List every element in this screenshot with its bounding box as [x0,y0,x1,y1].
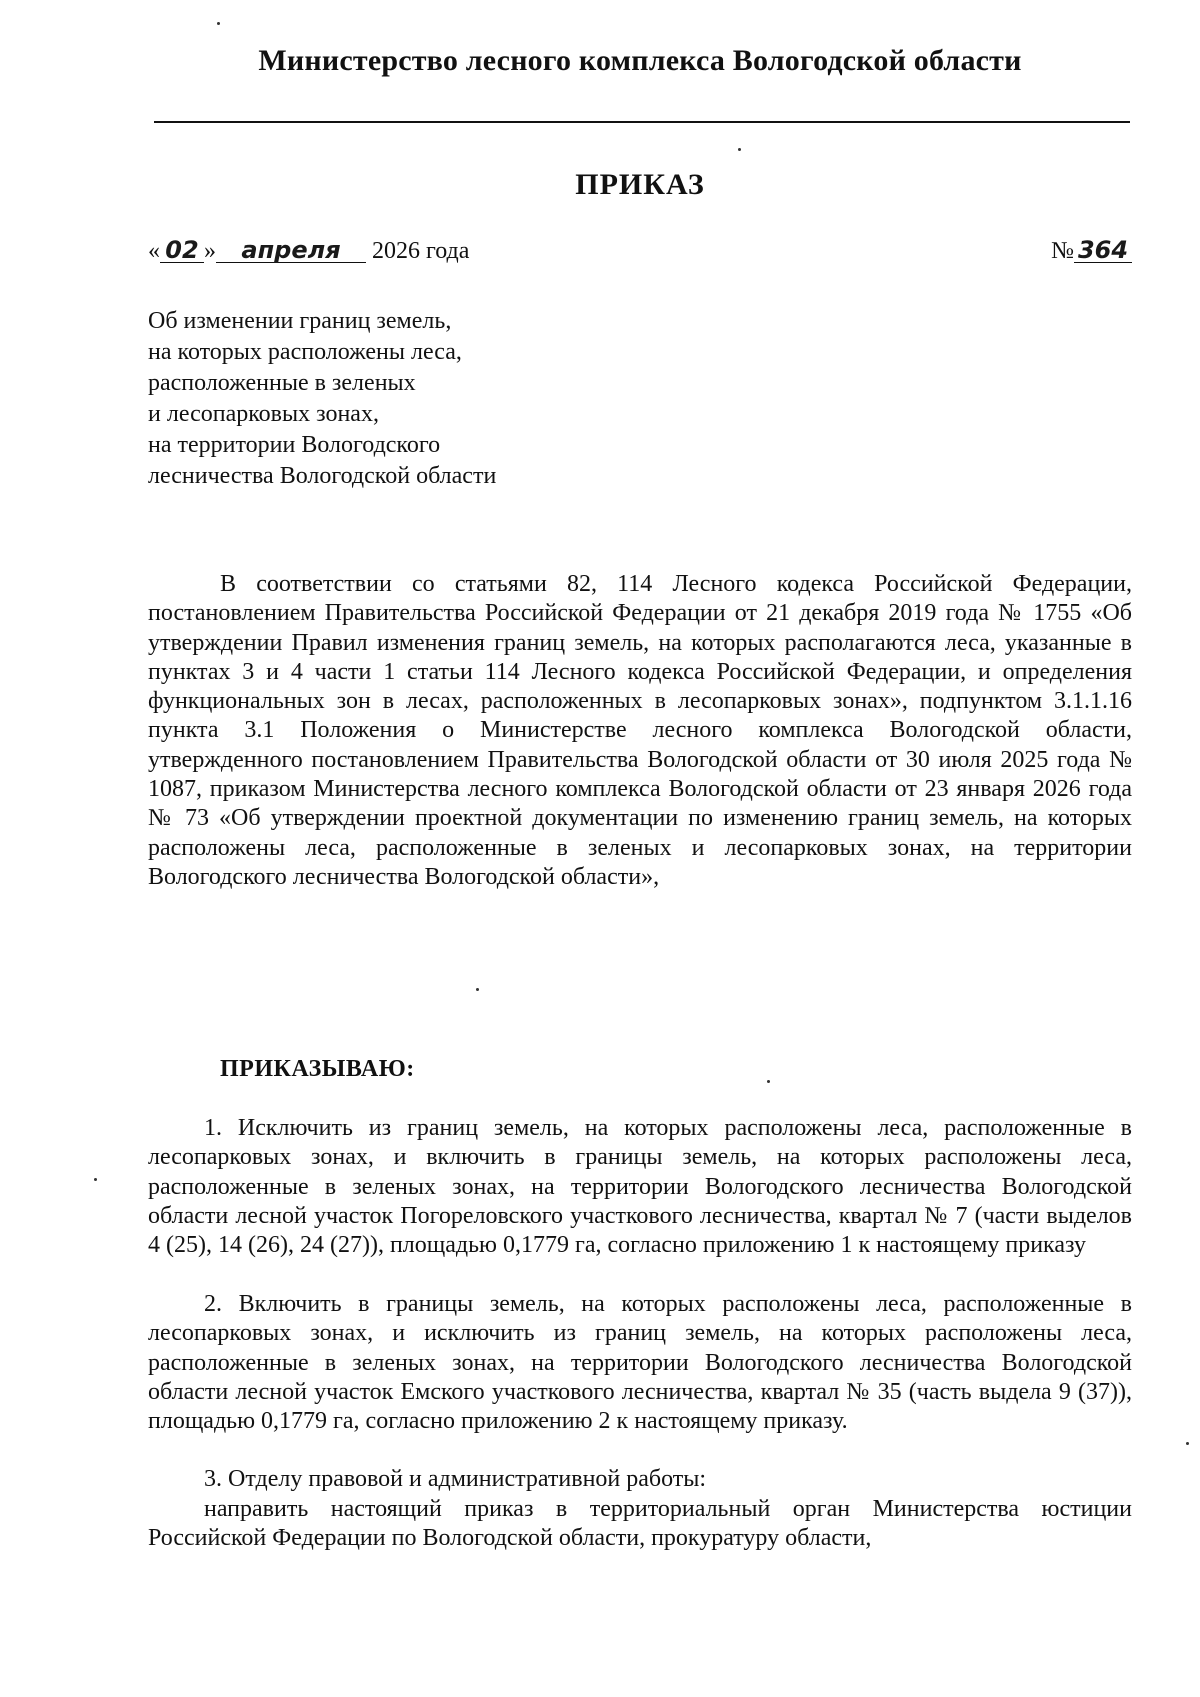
date-close-quote: » [204,238,216,264]
subject-line: на территории Вологодского [148,432,441,458]
scan-speck [1186,1442,1189,1445]
scan-speck [94,1178,97,1181]
date-month-handwritten: апреля [216,238,366,263]
subject-line: Об изменении границ земель, [148,308,452,334]
scan-speck [217,22,220,25]
order-item-2: 2. Включить в границы земель, на которых расположены леса, расположенные в лесопарковых зонах, и исключить из границ земель, на которых расположены леса, расположенные в зеленых зонах, на территории Вологодского лесничества Вологодской области лесной участок Емского участкового лесничества, квартал № 35 (часть выдела 9 (37)), площадью 0,1779 га, согласно приложению 2 к настоящему приказу. [148,1291,1132,1435]
order-number [1051,238,1132,265]
order-item-1: 1. Исключить из границ земель, на которых расположены леса, расположенные в лесопарковых зонах, и включить в границы земель, на которых расположены леса, расположенные в зеленых зонах, на территории Вологодского лесничества Вологодской области лесной участок Погореловского участкового лесничества, квартал № 7 (части выделов 4 (25), 14 (26), 24 (27)), площадью 0,1779 га, согласно приложению 1 к настоящему приказу [148,1115,1132,1259]
preamble-paragraph: В соответствии со статьями 82, 114 Лесного кодекса Российской Федерации, постановлением Правительства Российской Федерации от 21 декабря 2019 года № 1755 «Об утверждении Правил изменения границ земель, на которых располагаются леса, указанные в пунктах 3 и 4 части 1 статьи 114 Лесного кодекса Российской Федерации, и определения функциональных зон в лесах, расположенных в лесопарковых зонах», подпунктом 3.1.1.16 пункта 3.1 Положения о Министерстве лесного комплекса Вологодской области, утвержденного постановлением Правительства Вологодской области от 30 июля 2025 года № 1087, приказом Министерства лесного комплекса Вологодской области от 23 января 2026 года № 73 «Об утверждении проектной документации по изменению границ земель, на которых расположены леса, расположенные в зеленых и лесопарковых зонах, на территории Вологодского лесничества Вологодской области», [148,571,1132,890]
subject-line: расположенные в зеленых [148,370,416,396]
number-value-handwritten: 364 [1074,238,1132,263]
scan-speck [767,1080,770,1083]
order-subject [148,306,496,492]
scan-speck [476,988,479,991]
document-type-heading: ПРИКАЗ [575,168,705,201]
ministry-title: Министерство лесного комплекса Вологодской области [258,44,1022,77]
date-day-handwritten: 02 [160,238,204,263]
number-prefix: № [1051,238,1074,264]
order-item-3: 3. Отделу правовой и административной работы: [204,1466,707,1492]
date-year: 2026 года [372,238,470,264]
scan-speck [738,148,741,151]
date-open-quote: « [148,238,160,264]
subject-line: и лесопарковых зонах, [148,401,379,427]
order-date [148,238,469,265]
subject-line: на которых расположены леса, [148,339,462,365]
order-directive-heading: ПРИКАЗЫВАЮ: [220,1056,415,1082]
order-item-3-action: направить настоящий приказ в территориальный орган Министерства юстиции Российской Федерации по Вологодской области, прокуратуру области, [148,1496,1132,1552]
subject-line: лесничества Вологодской области [148,463,497,489]
header-divider [154,121,1130,123]
